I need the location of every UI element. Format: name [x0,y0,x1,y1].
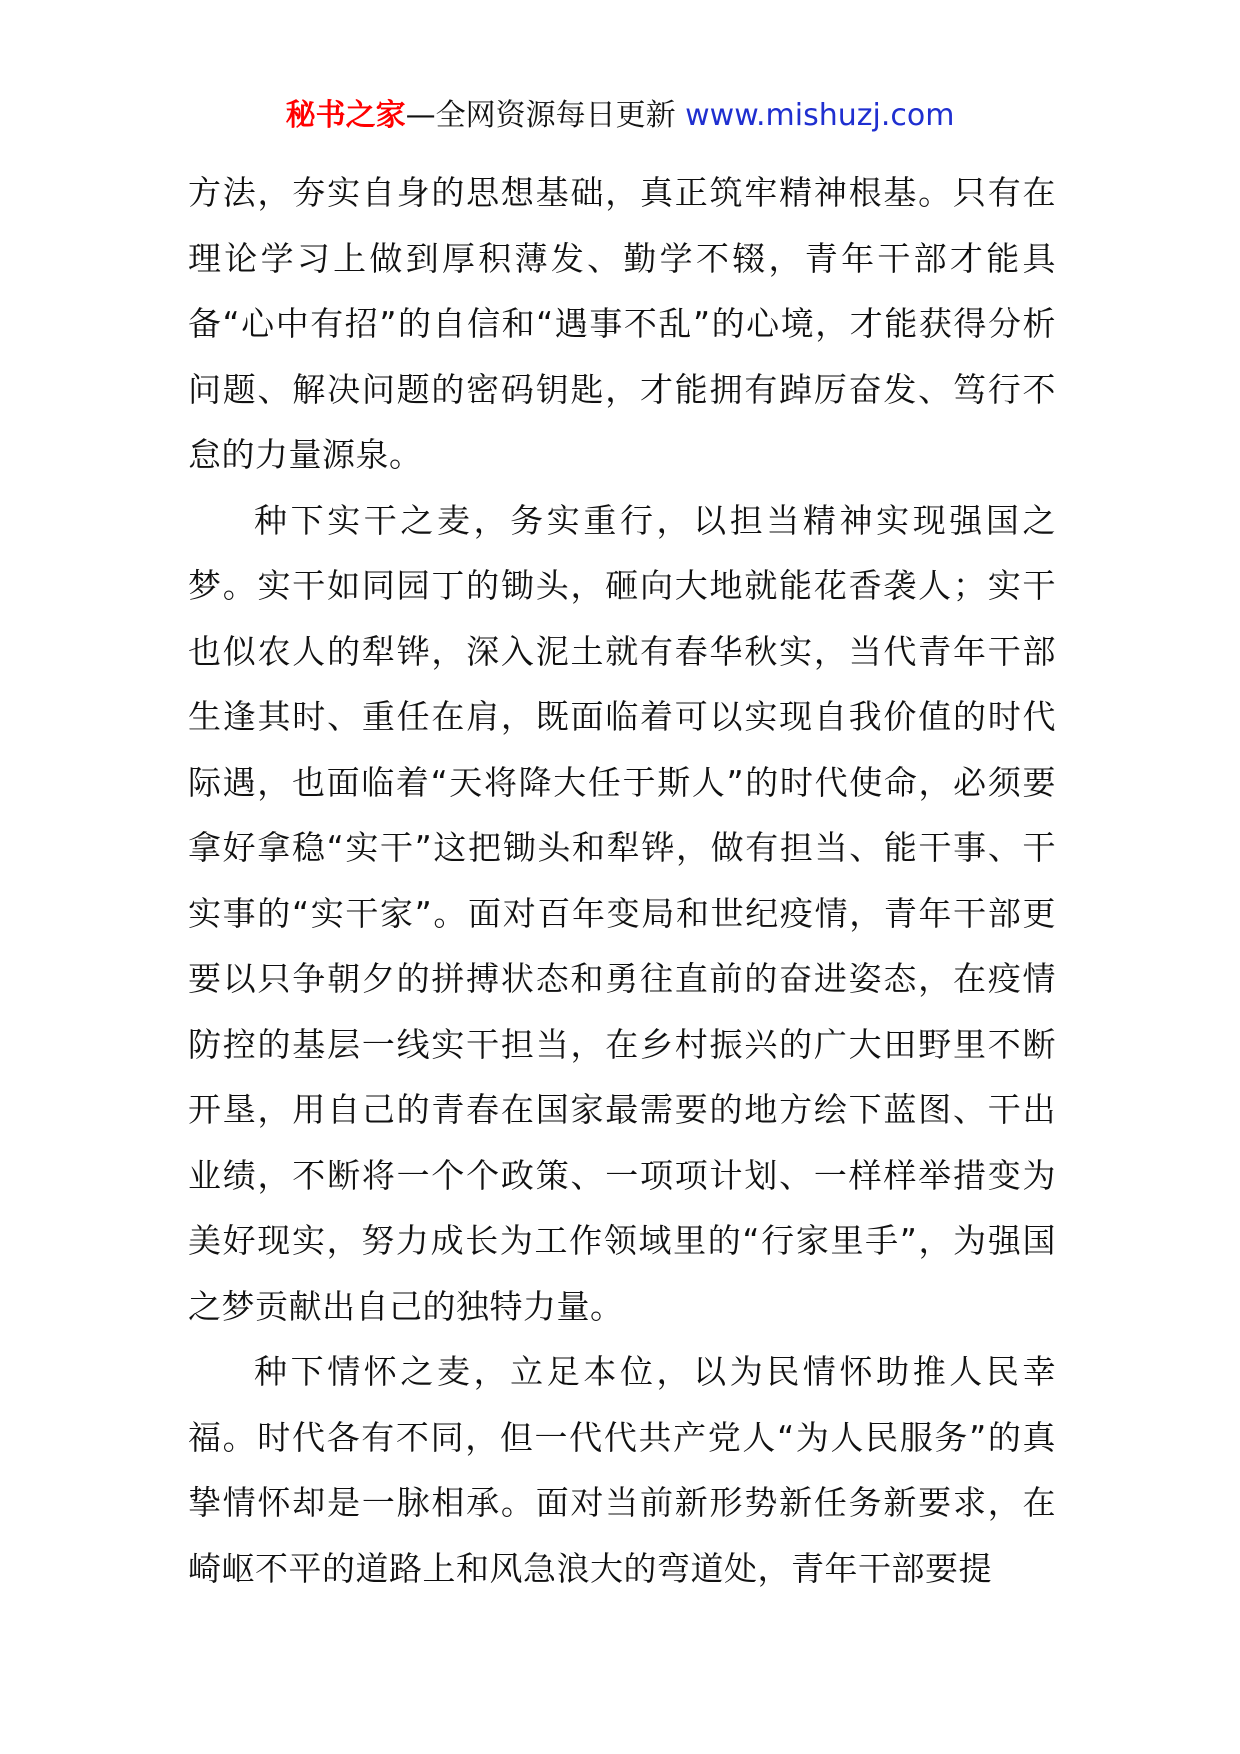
header-tagline: —全网资源每日更新 [405,98,686,133]
site-url[interactable]: www.mishuzj.com [685,98,955,133]
document-body [188,160,1056,1601]
page-header [0,96,1240,136]
paragraph-1: 方法，夯实自身的思想基础，真正筑牢精神根基。只有在理论学习上做到厚积薄发、勤学不辍，青年干部才能具备“心中有招”的自信和“遇事不乱”的心境，才能获得分析问题、解决问题的密码钥匙，才能拥有踔厉奋发、笃行不怠的力量源泉。 [188,173,1056,474]
paragraph-3: 种下情怀之麦，立足本位，以为民情怀助推人民幸福。时代各有不同，但一代代共产党人“为人民服务”的真挚情怀却是一脉相承。面对当前新形势新任务新要求，在崎岖不平的道路上和风急浪大的弯道处，青年干部要提 [188,1352,1056,1588]
brand-name: 秘书之家 [285,98,406,133]
paragraph-2: 种下实干之麦，务实重行，以担当精神实现强国之梦。实干如同园丁的锄头，砸向大地就能花香袭人；实干也似农人的犁铧，深入泥土就有春华秋实，当代青年干部生逢其时、重任在肩，既面临着可以实现自我价值的时代际遇，也面临着“天将降大任于斯人”的时代使命，必须要拿好拿稳“实干”这把锄头和犁铧，做有担当、能干事、干实事的“实干家”。面对百年变局和世纪疫情，青年干部更要以只争朝夕的拼搏状态和勇往直前的奋进姿态，在疫情防控的基层一线实干担当，在乡村振兴的广大田野里不断开垦，用自己的青春在国家最需要的地方绘下蓝图、干出业绩，不断将一个个政策、一项项计划、一样样举措变为美好现实，努力成长为工作领域里的“行家里手”，为强国之梦贡献出自己的独特力量。 [188,500,1056,1326]
